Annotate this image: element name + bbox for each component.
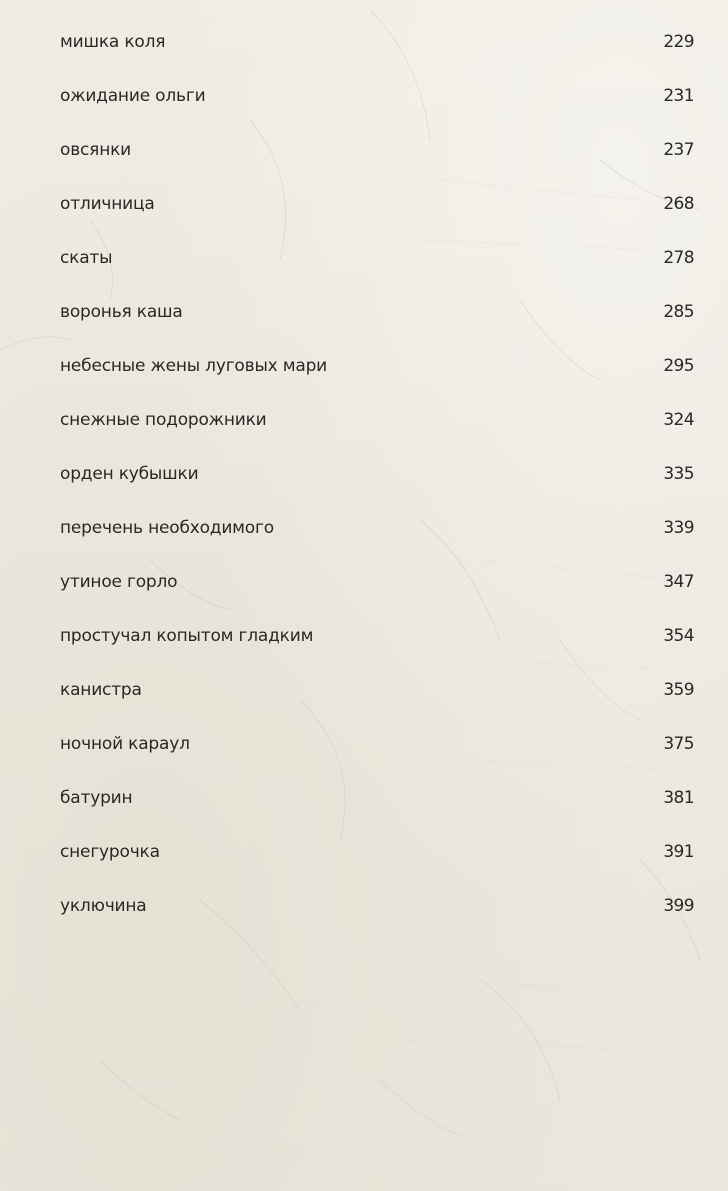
toc-entry-title: перечень необходимого: [60, 518, 274, 538]
toc-entry: [60, 728, 694, 760]
toc-entry: [60, 296, 694, 328]
toc-entry-title: воронья каша: [60, 302, 183, 322]
toc-entry: [60, 188, 694, 220]
toc-entry-title: овсянки: [60, 140, 132, 160]
toc-entry-page: 285: [663, 302, 694, 322]
toc-entry-page: 324: [663, 410, 694, 430]
toc-entry-title: утиное горло: [60, 572, 178, 592]
toc-entry-title: орден кубышки: [60, 464, 199, 484]
toc-entry-title: мишка коля: [60, 32, 166, 52]
toc-entry-page: 359: [663, 680, 694, 700]
toc-entry: [60, 350, 694, 382]
toc-entry: [60, 26, 694, 58]
toc-entry-page: 278: [663, 248, 694, 268]
toc-entry: [60, 566, 694, 598]
toc-entry-page: 399: [663, 896, 694, 916]
toc-entry-page: 391: [663, 842, 694, 862]
toc-entry: [60, 890, 694, 922]
toc-entry: [60, 836, 694, 868]
toc-entry-title: отличница: [60, 194, 155, 214]
toc-entry: [60, 242, 694, 274]
toc-entry: [60, 404, 694, 436]
toc-entry-title: снежные подорожники: [60, 410, 267, 430]
toc-entry: [60, 80, 694, 112]
toc-entry-title: батурин: [60, 788, 133, 808]
toc-entry: [60, 674, 694, 706]
toc-entry-title: небесные жены луговых мари: [60, 356, 328, 376]
toc-entry-page: 237: [663, 140, 694, 160]
toc-entry-page: 231: [663, 86, 694, 106]
toc-entry-title: простучал копытом гладким: [60, 626, 314, 646]
toc-entry-page: 339: [663, 518, 694, 538]
toc-entry-title: снегурочка: [60, 842, 160, 862]
toc-entry-page: 335: [663, 464, 694, 484]
toc-entry-page: 381: [663, 788, 694, 808]
toc-entry: [60, 134, 694, 166]
toc-entry-title: уключина: [60, 896, 147, 916]
toc-entry-page: 229: [663, 32, 694, 52]
toc-entry-page: 268: [663, 194, 694, 214]
toc-entry-page: 295: [663, 356, 694, 376]
toc-entry: [60, 782, 694, 814]
toc-entry-title: ночной караул: [60, 734, 190, 754]
toc-entry-page: 347: [663, 572, 694, 592]
toc-entry: [60, 620, 694, 652]
toc-entry-title: скаты: [60, 248, 113, 268]
toc-entry-page: 354: [663, 626, 694, 646]
toc-entry: [60, 512, 694, 544]
toc-entry: [60, 458, 694, 490]
toc-entry-title: ожидание ольги: [60, 86, 206, 106]
toc-entry-title: канистра: [60, 680, 142, 700]
toc-entry-page: 375: [663, 734, 694, 754]
